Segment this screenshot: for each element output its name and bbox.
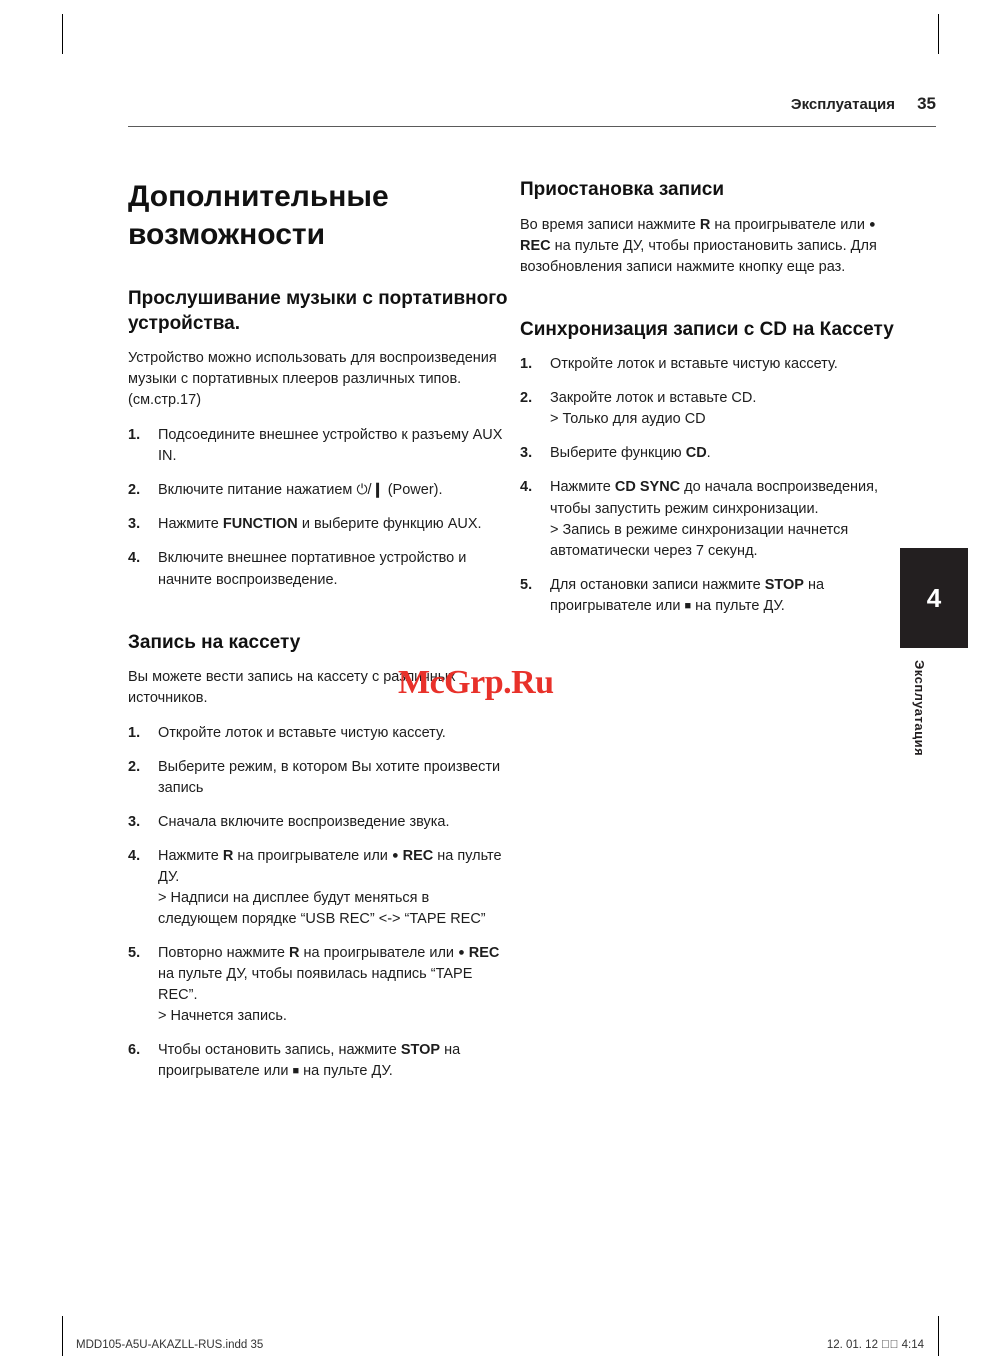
step-text: Включите питание нажатием ⏻/❙ (Power). [158,482,443,499]
step-text: Нажмите R на проигрывателе или ● REC на пульте ДУ. [158,848,502,886]
step-text: Выберите функцию CD. [550,445,711,462]
steps-tape-record [128,723,510,1082]
step-note: > Запись в режиме синхронизации начнется автоматически через 7 секунд. [550,521,849,559]
list-item [128,425,510,467]
section-body-pause-record: Во время записи нажмите R на проигрывателе или ● REC на пульте ДУ, чтобы приостановить запись. Для возобновления записи нажмите кнопку еще раз. [520,216,877,275]
steps-portable-audio [128,425,510,590]
chapter-tab-number: 4 [926,582,942,613]
step-text: Нажмите CD SYNC до начала воспроизведения, чтобы запустить режим синхронизации. [550,479,879,517]
left-column [128,178,510,1095]
crop-mark-bottom-left [62,1316,63,1356]
step-text: Чтобы остановить запись, нажмите STOP на проигрывателе или ■ на пульте ДУ. [158,1042,461,1080]
step-text: Повторно нажмите R на проигрывателе или ● REC на пульте ДУ, чтобы появилась надпись “TAPE REC”. [158,945,500,1004]
chapter-tab-label: Эксплуатация [912,660,927,757]
section-heading-portable-audio: Прослушивание музыки с портативного устройства. [128,288,508,334]
section-intro-tape-record: Вы можете вести запись на кассету с различных источников. [128,669,456,707]
step-text: Нажмите FUNCTION и выберите функцию AUX. [158,516,482,533]
step-number: 1. [520,356,533,373]
step-number: 4. [520,479,533,496]
list-item [128,846,510,930]
step-number: 3. [128,516,141,533]
section-intro-portable-audio: Устройство можно использовать для воспроизведения музыки с портативных плееров различных типов. (см.стр.17) [128,350,497,409]
step-number: 2. [520,390,533,407]
list-item [520,443,902,464]
list-item [520,354,902,375]
section-heading-pause-record: Приостановка записи [520,179,725,200]
section-heading-cd-sync: Синхронизация записи с CD на Кассету [520,318,894,340]
step-text: Откройте лоток и вставьте чистую кассету. [550,356,838,373]
crop-mark-bottom-right [938,1316,939,1356]
list-item [128,548,510,590]
chapter-tab [900,548,968,648]
crop-mark-top-left [62,14,63,54]
footer-filename: MDD105-A5U-AKAZLL-RUS.indd 35 [76,1339,264,1351]
list-item [128,812,510,833]
step-number: 4. [128,848,141,865]
list-item [128,723,510,744]
page-title: Дополнительные возможности [128,180,389,251]
step-text: Выберите режим, в котором Вы хотите произвести запись [158,759,501,797]
section-heading-tape-record: Запись на кассету [128,631,301,653]
step-number: 1. [128,427,141,444]
step-number: 2. [128,759,141,776]
steps-cd-sync [520,354,902,616]
step-text: Для остановки записи нажмите STOP на проигрывателе или ■ на пульте ДУ. [550,576,825,614]
crop-mark-top-right [938,14,939,54]
stop-square-icon: ■ [292,1065,300,1078]
list-item [128,757,510,799]
step-number: 3. [520,445,533,462]
step-number: 1. [128,725,141,742]
list-item [520,575,902,617]
step-text: Подсоедините внешнее устройство к разъему AUX IN. [158,427,503,465]
right-column [520,178,902,630]
list-item [128,514,510,535]
list-item [520,388,902,430]
power-icon: ⏻ [356,482,368,499]
step-note: > Начнется запись. [158,1008,287,1025]
record-dot-icon: ● [391,849,399,862]
record-dot-icon: ● [868,218,876,231]
page-number: 35 [917,94,936,113]
list-item [128,480,510,501]
step-text: Сначала включите воспроизведение звука. [158,814,450,831]
step-number: 4. [128,550,141,567]
list-item [128,1040,510,1082]
step-number: 5. [520,576,533,593]
step-number: 2. [128,482,141,499]
step-number: 3. [128,814,141,831]
step-note: > Только для аудио CD [550,411,706,428]
step-number: 5. [128,945,141,962]
footer-timestamp: 12. 01. 12 󰀀󰀀 4:14 [826,1339,924,1351]
step-number: 6. [128,1042,141,1059]
record-dot-icon: ● [458,946,465,959]
watermark: McGrp.Ru [398,664,554,701]
stop-square-icon: ■ [684,599,692,612]
step-text: Включите внешнее портативное устройство и начните воспроизведение. [158,550,467,588]
header-divider [128,126,936,127]
step-note: > Надписи на дисплее будут меняться в следующем порядке “USB REC” <-> “TAPE REC” [158,890,486,928]
list-item [520,477,902,561]
step-text: Откройте лоток и вставьте чистую кассету. [158,725,446,742]
list-item [128,943,510,1027]
header-section-title: Эксплуатация [790,96,895,113]
step-text: Закройте лоток и вставьте CD. [550,390,757,407]
